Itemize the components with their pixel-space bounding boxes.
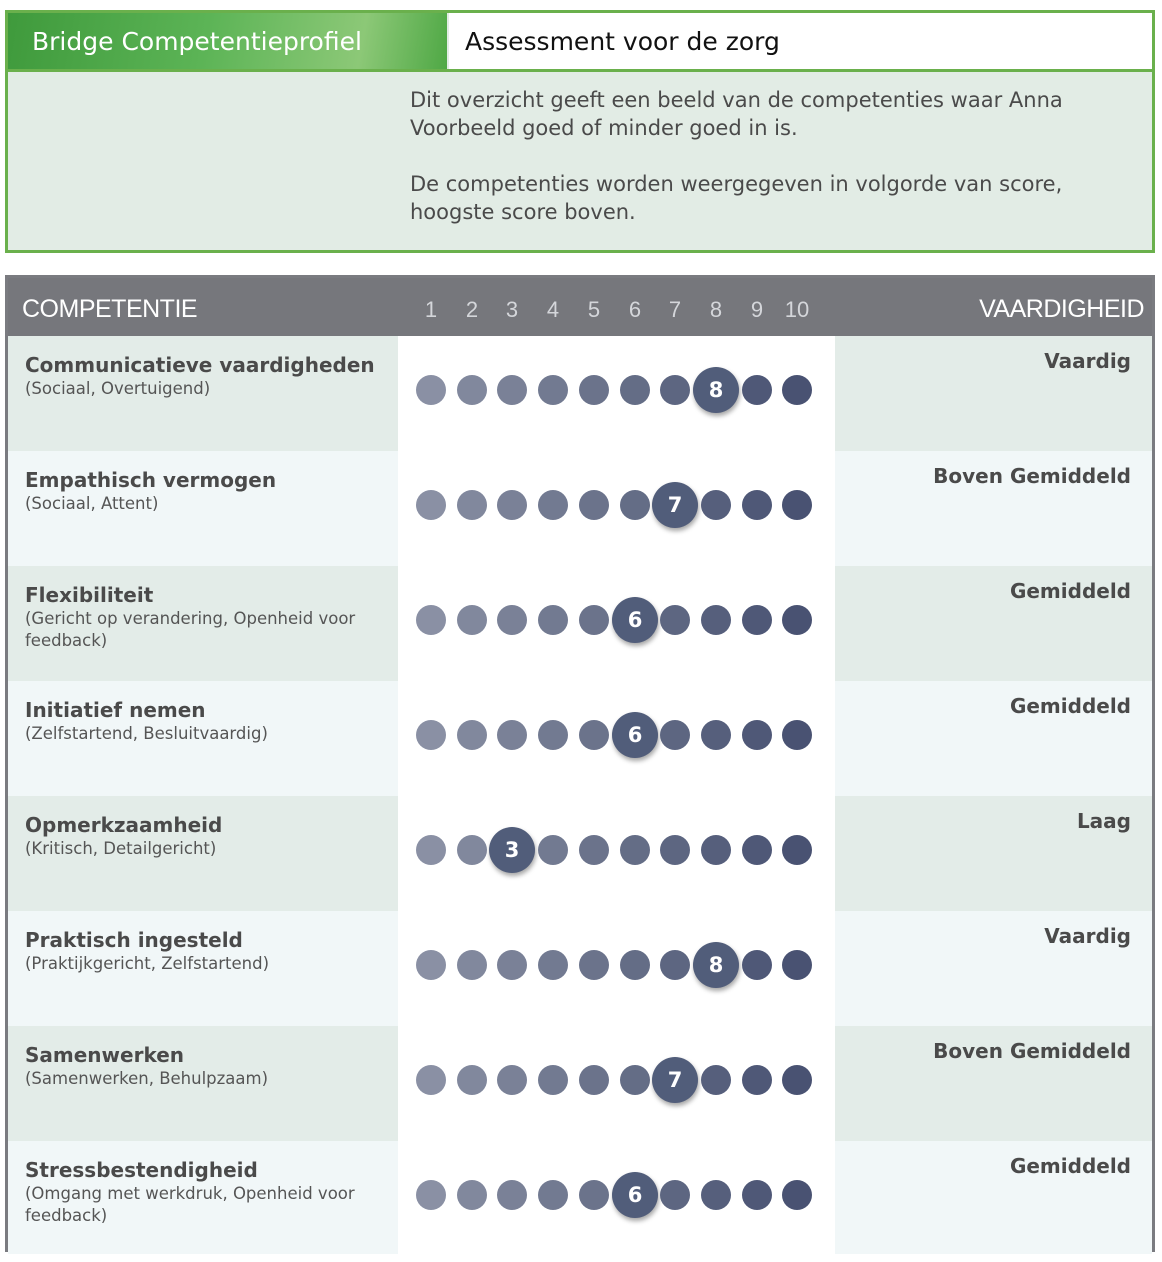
score-dot xyxy=(457,720,487,750)
score-scale xyxy=(398,336,835,451)
competence-name: Initiatief nemen xyxy=(25,698,206,722)
score-dot xyxy=(742,605,772,635)
score-dot xyxy=(538,1065,568,1095)
score-dot xyxy=(538,490,568,520)
scale-number: 4 xyxy=(546,297,560,322)
scale-number: 9 xyxy=(750,297,764,322)
score-dot xyxy=(742,720,772,750)
skill-level: Boven Gemiddeld xyxy=(933,1039,1131,1063)
score-dot xyxy=(742,1065,772,1095)
score-scale xyxy=(398,681,835,796)
score-dot xyxy=(416,835,446,865)
skill-cell xyxy=(835,1026,1152,1141)
skill-cell xyxy=(835,681,1152,796)
score-dot xyxy=(579,1065,609,1095)
skill-cell xyxy=(835,796,1152,911)
competence-table xyxy=(5,275,1155,1252)
score-dot xyxy=(742,490,772,520)
score-dot-active: 6 xyxy=(612,712,658,758)
column-header-competence: COMPETENTIE xyxy=(22,295,198,323)
score-dot xyxy=(620,835,650,865)
brand-title: Bridge Competentieprofiel xyxy=(8,13,447,71)
competence-name: Praktisch ingesteld xyxy=(25,928,243,952)
competence-name: Opmerkzaamheid xyxy=(25,813,223,837)
score-dot xyxy=(538,720,568,750)
score-dot xyxy=(457,1180,487,1210)
competence-cell xyxy=(8,1141,398,1254)
score-dot-active: 7 xyxy=(652,482,698,528)
score-dot xyxy=(620,950,650,980)
intro-header xyxy=(8,13,1152,71)
competence-name: Samenwerken xyxy=(25,1043,185,1067)
skill-level: Gemiddeld xyxy=(1009,1154,1131,1178)
competence-cell xyxy=(8,566,398,681)
score-dot xyxy=(701,1065,731,1095)
score-dot xyxy=(701,490,731,520)
score-dot xyxy=(782,835,812,865)
competence-cell xyxy=(8,911,398,1026)
competence-subtitle: (Sociaal, Attent) xyxy=(25,494,159,513)
competence-row xyxy=(8,566,1152,681)
score-dot xyxy=(579,1180,609,1210)
score-dot xyxy=(457,835,487,865)
score-dot xyxy=(497,605,527,635)
score-dot xyxy=(497,490,527,520)
skill-level: Laag xyxy=(1076,809,1131,833)
score-dot xyxy=(497,950,527,980)
score-dot xyxy=(660,1180,690,1210)
score-dot xyxy=(416,1065,446,1095)
scale-number: 1 xyxy=(424,297,438,322)
score-dot xyxy=(620,375,650,405)
scale-number: 6 xyxy=(628,297,642,322)
score-dot xyxy=(497,1180,527,1210)
score-dot xyxy=(538,605,568,635)
score-dot xyxy=(538,835,568,865)
assessment-title: Assessment voor de zorg xyxy=(449,13,1152,69)
score-dot xyxy=(620,1065,650,1095)
competence-subtitle: (Omgang met werkdruk, Openheid voor feedback) xyxy=(25,1184,355,1225)
score-dot-active: 7 xyxy=(652,1057,698,1103)
score-dot xyxy=(457,950,487,980)
competence-subtitle: (Kritisch, Detailgericht) xyxy=(25,839,217,858)
score-dot xyxy=(497,720,527,750)
skill-cell xyxy=(835,1141,1152,1254)
score-dot-active: 6 xyxy=(612,1172,658,1218)
competence-subtitle: (Sociaal, Overtuigend) xyxy=(25,379,211,398)
competence-subtitle: (Zelfstartend, Besluitvaardig) xyxy=(25,724,268,743)
competence-cell xyxy=(8,336,398,451)
score-dot xyxy=(742,1180,772,1210)
competence-row xyxy=(8,911,1152,1026)
scale-number: 7 xyxy=(668,297,682,322)
skill-cell xyxy=(835,336,1152,451)
score-dot-active: 8 xyxy=(693,367,739,413)
score-dot xyxy=(457,1065,487,1095)
competence-subtitle: (Gericht op verandering, Openheid voor feedback) xyxy=(25,609,356,650)
score-dot xyxy=(416,375,446,405)
score-dot xyxy=(660,375,690,405)
competence-row xyxy=(8,451,1152,566)
intro-paragraph-2: De competenties worden weergegeven in volgorde van score, hoogste score boven. xyxy=(410,172,1063,224)
scale-number: 2 xyxy=(465,297,479,322)
score-dot xyxy=(782,490,812,520)
score-dot xyxy=(660,950,690,980)
score-dot xyxy=(742,835,772,865)
skill-cell xyxy=(835,451,1152,566)
score-dot-active: 6 xyxy=(612,597,658,643)
skill-cell xyxy=(835,566,1152,681)
score-scale xyxy=(398,566,835,681)
score-dot xyxy=(742,950,772,980)
score-dot xyxy=(660,605,690,635)
score-dot xyxy=(416,490,446,520)
score-dot xyxy=(538,375,568,405)
skill-level: Vaardig xyxy=(1044,349,1131,373)
score-dot xyxy=(416,605,446,635)
table-header xyxy=(8,278,1152,336)
score-dot xyxy=(497,375,527,405)
intro-paragraph-1: Dit overzicht geeft een beeld van de competenties waar Anna Voorbeeld goed of minder goed in is. xyxy=(410,88,1063,140)
competence-name: Communicatieve vaardigheden xyxy=(25,353,375,377)
score-dot xyxy=(701,720,731,750)
score-dot xyxy=(782,605,812,635)
score-scale xyxy=(398,1026,835,1141)
score-dot xyxy=(620,490,650,520)
competence-row xyxy=(8,1026,1152,1141)
competence-cell xyxy=(8,681,398,796)
score-dot xyxy=(416,720,446,750)
score-dot xyxy=(457,605,487,635)
score-dot xyxy=(416,950,446,980)
score-scale xyxy=(398,451,835,566)
competence-cell xyxy=(8,796,398,911)
scale-number: 8 xyxy=(709,297,723,322)
competence-row xyxy=(8,681,1152,796)
competence-cell xyxy=(8,451,398,566)
score-dot xyxy=(579,490,609,520)
score-scale xyxy=(398,911,835,1026)
score-dot xyxy=(497,1065,527,1095)
score-dot xyxy=(782,1180,812,1210)
competence-rows xyxy=(8,336,1152,1254)
score-dot xyxy=(701,835,731,865)
score-dot xyxy=(782,375,812,405)
score-dot xyxy=(701,1180,731,1210)
score-dot xyxy=(782,1065,812,1095)
score-dot xyxy=(416,1180,446,1210)
competence-name: Flexibiliteit xyxy=(25,583,154,607)
competence-row xyxy=(8,796,1152,911)
competence-name: Stressbestendigheid xyxy=(25,1158,258,1182)
score-dot xyxy=(579,950,609,980)
skill-level: Gemiddeld xyxy=(1009,694,1131,718)
scale-number: 10 xyxy=(784,297,810,322)
competence-subtitle: (Samenwerken, Behulpzaam) xyxy=(25,1069,269,1088)
skill-level: Vaardig xyxy=(1044,924,1131,948)
score-dot-active: 3 xyxy=(489,827,535,873)
score-dot xyxy=(660,835,690,865)
scale-number: 5 xyxy=(587,297,601,322)
score-dot xyxy=(579,835,609,865)
skill-level: Gemiddeld xyxy=(1009,579,1131,603)
intro-box xyxy=(5,10,1155,253)
score-dot-active: 8 xyxy=(693,942,739,988)
score-scale xyxy=(398,796,835,911)
score-dot xyxy=(579,720,609,750)
competence-cell xyxy=(8,1026,398,1141)
competence-name: Empathisch vermogen xyxy=(25,468,277,492)
score-dot xyxy=(742,375,772,405)
competence-row xyxy=(8,336,1152,451)
score-dot xyxy=(457,490,487,520)
score-scale xyxy=(398,1141,835,1254)
skill-cell xyxy=(835,911,1152,1026)
scale-number: 3 xyxy=(505,297,519,322)
score-dot xyxy=(701,605,731,635)
score-dot xyxy=(579,375,609,405)
score-dot xyxy=(457,375,487,405)
intro-text xyxy=(410,86,1140,226)
score-dot xyxy=(579,605,609,635)
score-dot xyxy=(538,950,568,980)
score-dot xyxy=(782,720,812,750)
column-header-skill: VAARDIGHEID xyxy=(979,295,1144,323)
competence-subtitle: (Praktijkgericht, Zelfstartend) xyxy=(25,954,270,973)
score-dot xyxy=(660,720,690,750)
score-dot xyxy=(782,950,812,980)
skill-level: Boven Gemiddeld xyxy=(933,464,1131,488)
competence-row xyxy=(8,1141,1152,1254)
score-dot xyxy=(538,1180,568,1210)
header-divider xyxy=(8,69,1152,72)
